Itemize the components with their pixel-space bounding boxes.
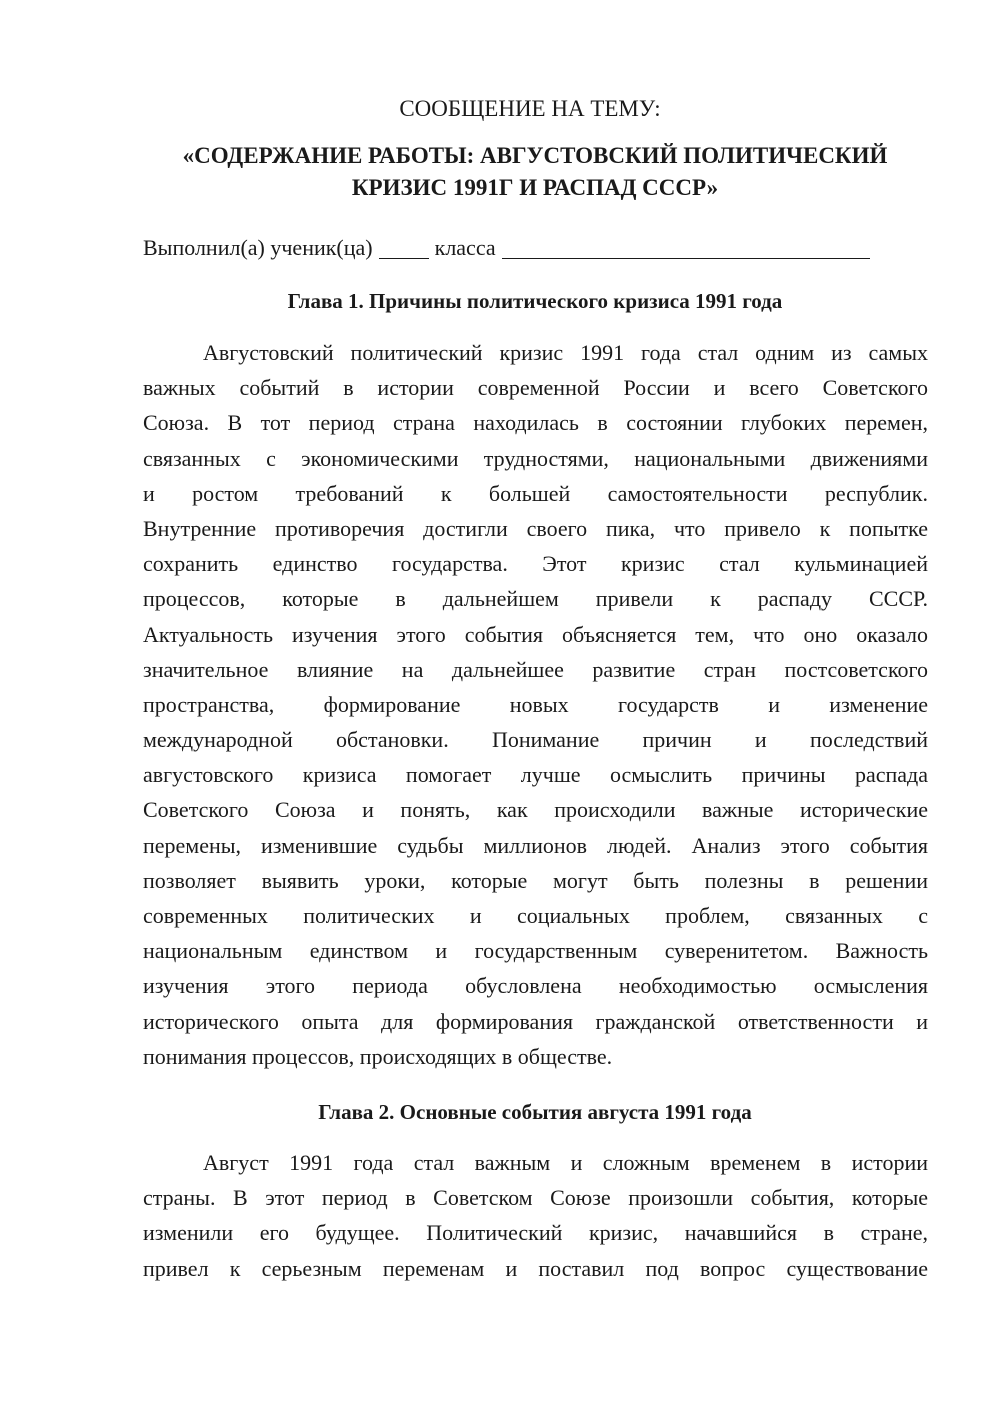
paragraph-line: связанных с экономическими трудностями, национальными движениями [143,445,928,471]
performer-line [143,232,870,263]
paragraph-line: важных событий в истории современной России и всего Советского [143,375,928,401]
paragraph-line: августовского кризиса помогает лучше осмыслить причины распада [143,762,928,788]
document-title-line-2: КРИЗИС 1991Г И РАСПАД СССР» [351,175,719,200]
name-blank [502,236,870,259]
paragraph-line: позволяет выявить уроки, которые могут быть полезны в решении [143,867,928,893]
paragraph-line: изучения этого периода обусловлена необходимостью осмысления [143,973,928,999]
performer-label: Выполнил(а) ученик(ца) [143,235,373,260]
document-title [110,140,960,204]
document-subject: СООБЩЕНИЕ НА ТЕМУ: [399,96,661,121]
grade-blank [379,236,429,259]
paragraph-line: Август 1991 года стал важным и сложным временем в истории [203,1150,928,1175]
paragraph-line: привел к серьезным переменам и поставил под вопрос существование [143,1255,928,1281]
chapter-2-paragraph [143,1145,928,1286]
paragraph-line: Советского Союза и понять, как происходили важные исторические [143,797,928,823]
paragraph-line: и ростом требований к большей самостоятельности республик. [143,480,928,506]
paragraph-line: Союза. В тот период страна находилась в состоянии глубоких перемен, [143,410,928,436]
paragraph-line: Августовский политический кризис 1991 года стал одним из самых [203,340,928,365]
paragraph-line: процессов, которые в дальнейшем привели к распаду СССР. [143,586,928,612]
paragraph-line: сохранить единство государства. Этот кризис стал кульминацией [143,551,928,577]
paragraph-line: национальным единством и государственным суверенитетом. Важность [143,938,928,964]
paragraph-line: перемены, изменившие судьбы миллионов людей. Анализ этого события [143,832,928,858]
paragraph-line: Внутренние противоречия достигли своего пика, что привело к попытке [143,515,928,541]
paragraph-line: понимания процессов, происходящих в обществе. [143,1043,613,1069]
chapter-1-paragraph [143,335,928,1074]
paragraph-line: страны. В этот период в Советском Союзе произошли события, которые [143,1185,928,1211]
document-title-line-1: «СОДЕРЖАНИЕ РАБОТЫ: АВГУСТОВСКИЙ ПОЛИТИЧЕСКИЙ [182,143,888,168]
paragraph-line: международной обстановки. Понимание причин и последствий [143,727,928,753]
paragraph-line: современных политических и социальных проблем, связанных с [143,903,928,928]
chapter-1-heading: Глава 1. Причины политического кризиса 1991 года [287,289,783,313]
paragraph-line: пространства, формирование новых государств и изменение [143,691,928,717]
paragraph-line: исторического опыта для формирования гражданской ответственности и [143,1008,928,1034]
chapter-2-heading: Глава 2. Основные события августа 1991 года [318,1100,752,1124]
paragraph-line: Актуальность изучения этого события объясняется тем, что оно оказало [143,621,928,647]
paragraph-line: изменили его будущее. Политический кризис, начавшийся в стране, [143,1220,928,1246]
grade-label: класса [434,235,496,260]
paragraph-line: значительное влияние на дальнейшее развитие стран постсоветского [143,656,928,682]
